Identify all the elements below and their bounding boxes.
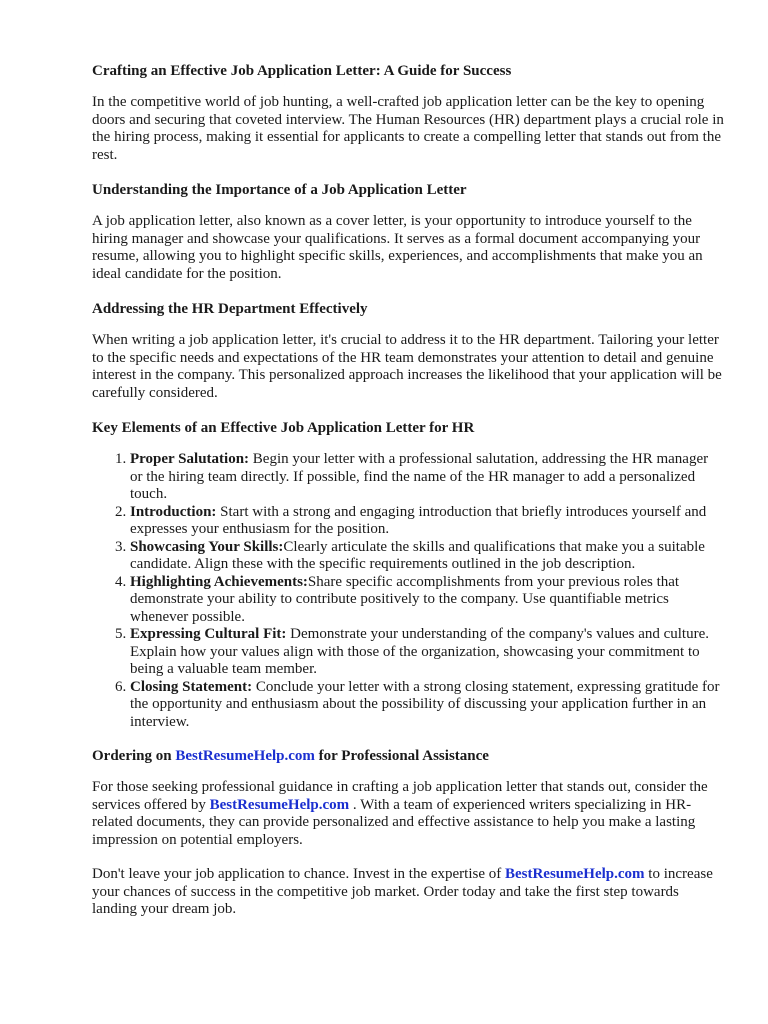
list-item-text: Clearly articulate the skills and qualifications that make you a suitable candidate. Align these with the specific requirements outlined in the job description.	[130, 538, 705, 572]
bestresumehelp-link-expertise[interactable]: BestResumeHelp.com	[504, 866, 645, 882]
list-item-text: Start with a strong and engaging introduction that briefly introduces yourself and expresses your enthusiasm for the position.	[130, 503, 707, 537]
importance-paragraph: A job application letter, also known as a cover letter, is your opportunity to introduce yourself to the hiring manager and showcase your qualifications. It serves as a formal document accompanying your resume, allowing you to highlight specific skills, experiences, and accomplishments that make you an ideal candidate for the position.	[92, 213, 703, 282]
heading-text-before: Ordering on	[92, 748, 176, 764]
list-item-salutation	[130, 451, 724, 504]
paragraph-text-after: to increase your chances of success in the competitive job market. Order today and take the first step towards landing your dream job.	[92, 866, 713, 917]
bestresumehelp-link-heading[interactable]: BestResumeHelp.com	[175, 748, 315, 764]
list-item-label: Closing Statement:	[130, 678, 253, 695]
addressing-hr-paragraph: When writing a job application letter, it's crucial to address it to the HR department. Tailoring your letter to the specific needs and expectations of the HR team demonstrates your attention to detail and genuine interest in the company. This personalized approach increases the likelihood that your application will be carefully considered.	[92, 332, 722, 401]
section-heading-key-elements: Key Elements of an Effective Job Application Letter for HR	[92, 420, 475, 436]
list-item-text: Demonstrate your understanding of the company's values and culture. Explain how your values align with those of the organization, showcasing your commitment to being a valuable team member.	[130, 626, 709, 677]
list-item-cultural-fit	[130, 626, 724, 679]
list-item-label: Showcasing Your Skills:	[130, 538, 284, 555]
list-item-closing	[130, 679, 724, 732]
paragraph-text-before: For those seeking professional guidance in crafting a job application letter that stands out, consider the services offered by	[92, 779, 708, 813]
list-item-label: Highlighting Achievements:	[130, 573, 308, 590]
professional-guidance-paragraph	[92, 779, 724, 849]
intro-paragraph: In the competitive world of job hunting, a well-crafted job application letter can be the key to opening doors and securing that coveted interview. The Human Resources (HR) department plays a crucial role in the hiring process, making it essential for applicants to create a compelling letter that stands out from the rest.	[92, 94, 724, 163]
document-title: Crafting an Effective Job Application Letter: A Guide for Success	[92, 63, 512, 79]
section-heading-addressing-hr: Addressing the HR Department Effectively	[92, 301, 368, 317]
list-item-text: Conclude your letter with a strong closing statement, expressing gratitude for the opportunity and enthusiasm about the possibility of discussing your application further in an interview.	[130, 678, 720, 730]
heading-text-after: for Professional Assistance	[314, 748, 489, 764]
list-item-label: Introduction:	[130, 503, 217, 520]
section-heading-ordering	[92, 747, 724, 765]
section-heading-importance: Understanding the Importance of a Job Application Letter	[92, 182, 467, 198]
closing-cta-paragraph	[92, 866, 724, 919]
paragraph-text-after: . With a team of experienced writers specializing in HR-related documents, they can provide personalized and effective assistance to help you make a lasting impression on potential employers.	[92, 796, 696, 848]
list-item-introduction	[130, 504, 724, 539]
list-item-label: Proper Salutation:	[130, 451, 250, 467]
list-item-label: Expressing Cultural Fit:	[130, 626, 287, 642]
list-item-achievements	[130, 574, 724, 627]
list-item-text: Share specific accomplishments from your previous roles that demonstrate your ability to contribute positively to the company. Use quantifiable metrics whenever possible.	[130, 573, 680, 625]
list-item-text: Begin your letter with a professional salutation, addressing the HR manager or the hiring team directly. If possible, find the name of the HR manager to add a personalized touch.	[130, 451, 709, 502]
paragraph-text-before: Don't leave your job application to chance. Invest in the expertise of	[92, 866, 505, 882]
key-elements-list	[92, 451, 724, 731]
list-item-skills	[130, 539, 724, 574]
bestresumehelp-link-services[interactable]: BestResumeHelp.com	[209, 796, 350, 813]
